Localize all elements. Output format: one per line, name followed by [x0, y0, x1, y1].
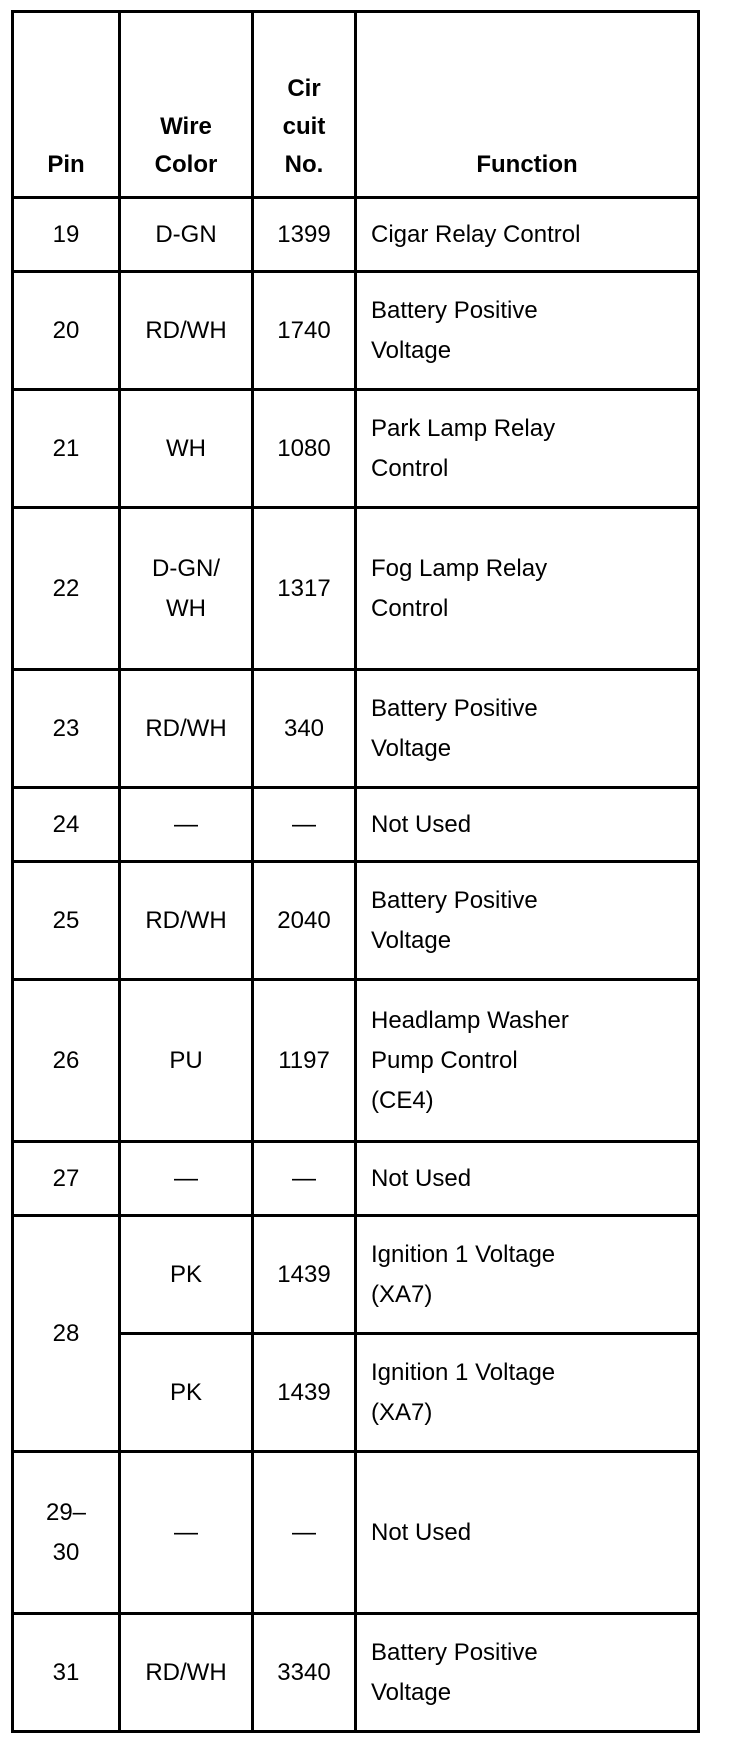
table-row — [13, 1614, 699, 1732]
cell-pin: 21 — [13, 390, 120, 508]
table-row — [13, 390, 699, 508]
cell-wire-color: RD/WH — [120, 670, 253, 788]
cell-function: Park Lamp Relay Control — [356, 390, 699, 508]
table-row — [13, 198, 699, 272]
cell-pin: 25 — [13, 862, 120, 980]
cell-wire-color: RD/WH — [120, 1614, 253, 1732]
cell-wire-color: D-GN/ WH — [120, 508, 253, 670]
cell-pin: 19 — [13, 198, 120, 272]
cell-pin: 26 — [13, 980, 120, 1142]
cell-function: Ignition 1 Voltage (XA7) — [356, 1216, 699, 1334]
header-circuit-no: Cir cuit No. — [253, 12, 356, 198]
cell-pin: 24 — [13, 788, 120, 862]
cell-circuit: — — [253, 1142, 356, 1216]
table-row — [13, 862, 699, 980]
cell-wire-color: RD/WH — [120, 862, 253, 980]
cell-function: Battery Positive Voltage — [356, 670, 699, 788]
cell-circuit: 1740 — [253, 272, 356, 390]
table-row — [13, 272, 699, 390]
cell-function: Cigar Relay Control — [356, 198, 699, 272]
cell-pin: 27 — [13, 1142, 120, 1216]
table-row — [13, 980, 699, 1142]
cell-pin: 23 — [13, 670, 120, 788]
cell-wire-color: D-GN — [120, 198, 253, 272]
cell-circuit: 1439 — [253, 1334, 356, 1452]
table-row — [13, 508, 699, 670]
cell-function: Headlamp Washer Pump Control (CE4) — [356, 980, 699, 1142]
cell-wire-color: PK — [120, 1334, 253, 1452]
cell-function: Not Used — [356, 1452, 699, 1614]
cell-circuit: — — [253, 1452, 356, 1614]
cell-pin: 31 — [13, 1614, 120, 1732]
cell-circuit: 1399 — [253, 198, 356, 272]
cell-function: Ignition 1 Voltage (XA7) — [356, 1334, 699, 1452]
cell-pin: 28 — [13, 1216, 120, 1452]
cell-function: Not Used — [356, 788, 699, 862]
cell-circuit: 340 — [253, 670, 356, 788]
cell-pin: 29– 30 — [13, 1452, 120, 1614]
table-row — [13, 788, 699, 862]
table-row — [13, 1216, 699, 1334]
cell-wire-color: — — [120, 788, 253, 862]
cell-circuit: 1197 — [253, 980, 356, 1142]
table-row — [13, 670, 699, 788]
cell-wire-color: — — [120, 1142, 253, 1216]
cell-pin: 20 — [13, 272, 120, 390]
cell-function: Battery Positive Voltage — [356, 1614, 699, 1732]
cell-circuit: 1439 — [253, 1216, 356, 1334]
cell-circuit: 3340 — [253, 1614, 356, 1732]
cell-circuit: 1080 — [253, 390, 356, 508]
cell-wire-color: RD/WH — [120, 272, 253, 390]
cell-wire-color: PK — [120, 1216, 253, 1334]
cell-function: Not Used — [356, 1142, 699, 1216]
header-function: Function — [356, 12, 699, 198]
cell-function: Battery Positive Voltage — [356, 862, 699, 980]
cell-circuit: 1317 — [253, 508, 356, 670]
table-row — [13, 1452, 699, 1614]
cell-circuit: — — [253, 788, 356, 862]
cell-function: Fog Lamp Relay Control — [356, 508, 699, 670]
cell-pin: 22 — [13, 508, 120, 670]
table-row — [13, 1142, 699, 1216]
cell-wire-color: — — [120, 1452, 253, 1614]
pinout-table — [11, 10, 700, 1733]
header-row — [13, 12, 699, 198]
cell-wire-color: PU — [120, 980, 253, 1142]
cell-wire-color: WH — [120, 390, 253, 508]
header-wire-color: Wire Color — [120, 12, 253, 198]
header-pin: Pin — [13, 12, 120, 198]
cell-function: Battery Positive Voltage — [356, 272, 699, 390]
cell-circuit: 2040 — [253, 862, 356, 980]
